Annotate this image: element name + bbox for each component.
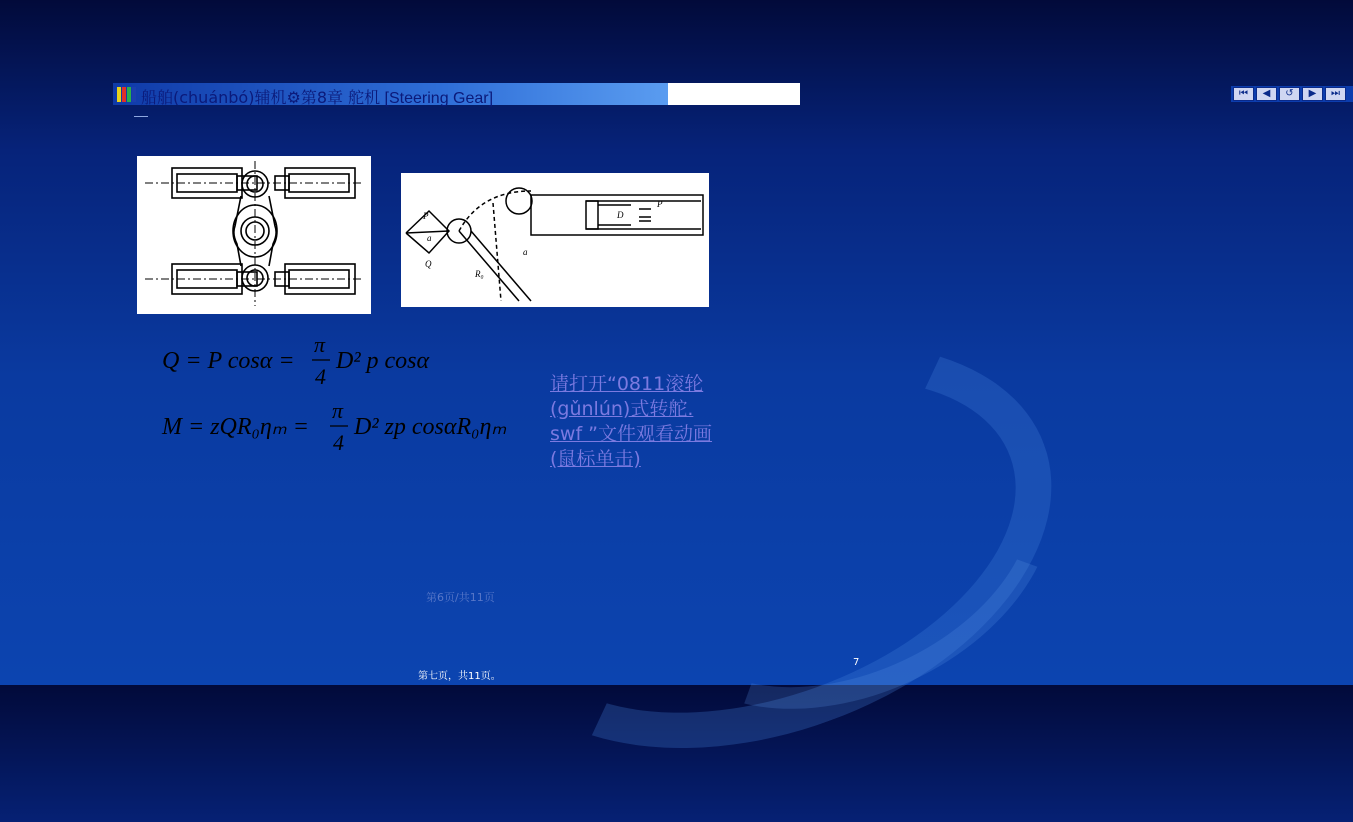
link-line-2[interactable]: (gǔnlún)式转舵. [550,398,694,420]
first-slide-button[interactable]: ⏮ [1233,87,1254,101]
header-bar [113,83,1340,107]
eq1-rhs: D² p cosα [336,348,430,374]
link-line-4[interactable]: (鼠标单击) [550,448,641,470]
header-nav-area [668,83,1340,105]
equation-moment [162,400,532,458]
bottom-page-note: 第七页，共11页。 [418,671,501,682]
steering-gear-diagram-1 [137,156,371,314]
eq2-denominator: 4 [333,430,344,455]
page-indicator: 第6页/共11页 [426,591,495,604]
fig2-label-d: D [617,210,624,220]
header-title-english: [Steering Gear] [384,90,494,107]
header-title [141,85,493,108]
fig2-label-a1: a [427,233,432,243]
fig2-label-r: R₀ [475,269,484,279]
header-title-chapter: 第8章 舵机 [300,88,381,107]
eq1-numerator: π [314,332,326,357]
fig2-label-q: Q [425,259,432,269]
eq2-numerator: π [332,398,344,423]
eq1-lhs: Q = P cosα = [162,348,295,374]
nav-button-group [1231,86,1353,102]
equation-force [162,334,462,392]
link-line-3[interactable]: swf ”文件观看动画 [550,423,713,445]
open-animation-link[interactable] [550,372,750,472]
next-slide-button[interactable]: ▶ [1302,87,1323,101]
eq2-lhs: M = zQR₀ηₘ = [162,414,309,440]
last-slide-button[interactable]: ⏭ [1325,87,1346,101]
header-title-bar [113,83,668,105]
return-button[interactable]: ↺ [1279,87,1300,101]
force-diagram-drawing [401,173,709,307]
fig2-label-p-right: P [657,199,663,209]
book-logo-icon [116,85,138,103]
prev-slide-button[interactable]: ◀ [1256,87,1277,101]
header-title-prefix: 船舶(chuánbó)辅机 [141,88,287,107]
fig2-label-p-left: P [423,211,429,221]
slide-number: 7 [853,657,860,668]
wheel-icon: ⚙ [286,90,301,107]
roller-layout-drawing [137,156,371,314]
header-underline [134,116,148,117]
fig2-label-a2: a [523,247,528,257]
link-line-1[interactable]: 请打开“0811滚轮 [550,373,704,395]
eq2-rhs: D² zp cosαR₀ηₘ [354,414,507,440]
eq1-denominator: 4 [315,364,326,389]
steering-gear-diagram-2 [401,173,709,307]
background-swoosh [424,270,1108,822]
